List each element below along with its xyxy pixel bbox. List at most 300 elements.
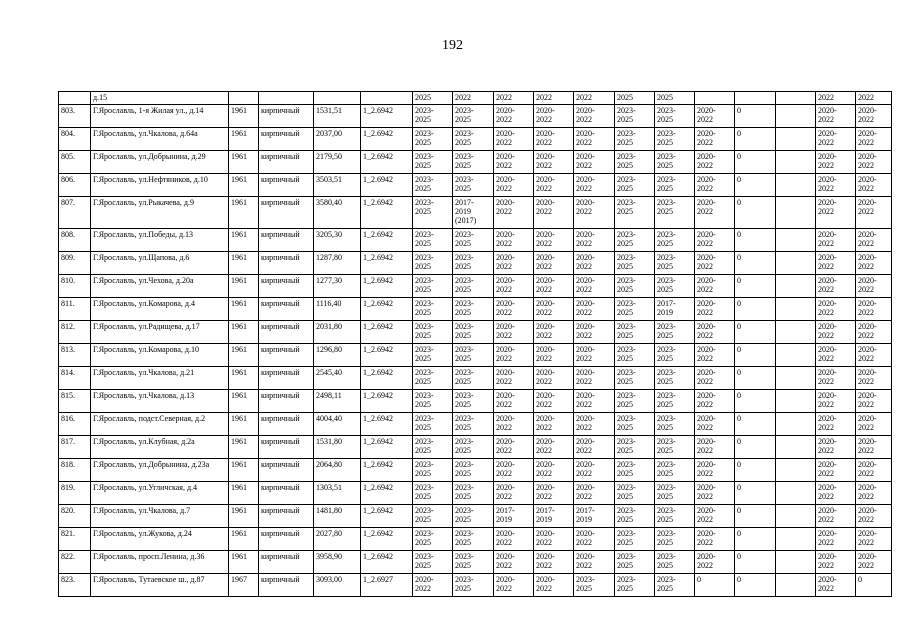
cell-period-12: 2020- 2022 [856,344,892,367]
cell-period-4: 2020- 2022 [534,105,574,128]
cell-period-11: 2020- 2022 [816,482,856,505]
cell-code: 1_2.6942 [361,390,413,413]
cell-period-5: 2020- 2022 [574,482,615,505]
cell-period-4: 2020- 2022 [534,413,574,436]
cell-area: 1303,51 [314,482,361,505]
cell-period-5: 2020- 2022 [574,151,615,174]
cell-address: Г.Ярославль, просп.Ленина, д.36 [91,551,229,574]
table-row [59,92,892,105]
cell-period-5: 2020- 2022 [574,436,615,459]
cell-value-9: 0 [735,252,776,275]
cell-address: Г.Ярославль, ул.Рыкачева, д.9 [91,197,229,229]
cell-code: 1_2.6942 [361,229,413,252]
cell-period-7: 2023- 2025 [655,344,695,367]
cell-row-number: 812. [59,321,91,344]
cell-row-number [59,92,91,105]
table-row [59,551,892,574]
cell-period-3: 2020- 2022 [494,151,534,174]
cell-wall-material [259,92,314,105]
cell-period-4: 2020- 2022 [534,151,574,174]
cell-period-3: 2020- 2022 [494,551,534,574]
cell-address: Г.Ярославль, Тутаевское ш., д.87 [91,574,229,597]
cell-value-9: 0 [735,482,776,505]
cell-period-3: 2020- 2022 [494,275,534,298]
cell-period-6: 2023- 2025 [615,298,655,321]
cell-period-3: 2020- 2022 [494,367,534,390]
cell-period-3: 2020- 2022 [494,459,534,482]
cell-address: Г.Ярославль, ул.Чехова, д.20а [91,275,229,298]
table-row [59,482,892,505]
cell-value-9: 0 [735,174,776,197]
cell-period-6: 2023- 2025 [615,551,655,574]
cell-year-built: 1961 [229,197,259,229]
cell-period-3: 2020- 2022 [494,436,534,459]
cell-value-9: 0 [735,413,776,436]
cell-value-10 [776,413,816,436]
cell-value-9: 0 [735,436,776,459]
cell-period-1: 2023- 2025 [413,275,453,298]
cell-period-8: 2020- 2022 [695,367,735,390]
cell-period-7: 2023- 2025 [655,436,695,459]
cell-period-3: 2020- 2022 [494,344,534,367]
cell-row-number: 819. [59,482,91,505]
cell-area: 3503,51 [314,174,361,197]
cell-value-10 [776,229,816,252]
cell-period-8: 2020- 2022 [695,321,735,344]
cell-period-6: 2023- 2025 [615,151,655,174]
cell-period-3: 2020- 2022 [494,413,534,436]
cell-code: 1_2.6942 [361,528,413,551]
cell-value-10 [776,528,816,551]
cell-period-1: 2023- 2025 [413,505,453,528]
cell-wall-material: кирпичный [259,413,314,436]
cell-period-2: 2023- 2025 [453,367,494,390]
cell-period-12: 2020- 2022 [856,459,892,482]
cell-period-1: 2023- 2025 [413,413,453,436]
cell-period-12: 2020- 2022 [856,528,892,551]
table-row [59,105,892,128]
cell-value-10 [776,197,816,229]
cell-row-number: 813. [59,344,91,367]
table-row [59,321,892,344]
cell-period-11: 2020- 2022 [816,321,856,344]
cell-year-built: 1961 [229,298,259,321]
table-row [59,298,892,321]
cell-value-9 [735,92,776,105]
cell-period-8: 2020- 2022 [695,482,735,505]
cell-period-6: 2023- 2025 [615,390,655,413]
cell-code: 1_2.6927 [361,574,413,597]
cell-period-3: 2020- 2022 [494,197,534,229]
cell-area: 3205,30 [314,229,361,252]
cell-period-1: 2023- 2025 [413,321,453,344]
cell-value-10 [776,275,816,298]
cell-code: 1_2.6942 [361,505,413,528]
cell-period-1: 2023- 2025 [413,436,453,459]
cell-period-5: 2020- 2022 [574,528,615,551]
cell-period-12: 2022 [856,92,892,105]
cell-period-7: 2023- 2025 [655,367,695,390]
cell-period-2: 2023- 2025 [453,298,494,321]
cell-period-12: 2020- 2022 [856,436,892,459]
cell-wall-material: кирпичный [259,105,314,128]
cell-address: Г.Ярославль, ул.Победы, д.13 [91,229,229,252]
cell-period-1: 2023- 2025 [413,344,453,367]
cell-period-12: 2020- 2022 [856,252,892,275]
cell-value-9: 0 [735,298,776,321]
cell-area: 1481,80 [314,505,361,528]
cell-period-5: 2020- 2022 [574,390,615,413]
cell-code: 1_2.6942 [361,367,413,390]
cell-value-10 [776,128,816,151]
table-row [59,252,892,275]
cell-value-9: 0 [735,151,776,174]
cell-value-10 [776,482,816,505]
cell-period-1: 2023- 2025 [413,390,453,413]
cell-period-5: 2020- 2022 [574,551,615,574]
cell-period-12: 2020- 2022 [856,229,892,252]
table-row [59,128,892,151]
cell-period-8: 2020- 2022 [695,413,735,436]
cell-period-2: 2023- 2025 [453,436,494,459]
cell-period-5: 2020- 2022 [574,344,615,367]
cell-period-6: 2023- 2025 [615,174,655,197]
cell-value-10 [776,92,816,105]
table-row [59,436,892,459]
cell-row-number: 810. [59,275,91,298]
cell-period-11: 2020- 2022 [816,459,856,482]
cell-period-12: 2020- 2022 [856,105,892,128]
cell-period-8: 2020- 2022 [695,229,735,252]
cell-year-built: 1961 [229,128,259,151]
cell-period-7: 2023- 2025 [655,528,695,551]
cell-row-number: 805. [59,151,91,174]
cell-row-number: 806. [59,174,91,197]
cell-year-built: 1961 [229,459,259,482]
cell-period-8: 2020- 2022 [695,128,735,151]
cell-row-number: 821. [59,528,91,551]
cell-year-built: 1961 [229,174,259,197]
cell-period-8: 2020- 2022 [695,551,735,574]
cell-code: 1_2.6942 [361,321,413,344]
cell-row-number: 807. [59,197,91,229]
cell-wall-material: кирпичный [259,459,314,482]
cell-row-number: 818. [59,459,91,482]
cell-area: 3093,00 [314,574,361,597]
cell-period-2: 2023- 2025 [453,574,494,597]
cell-period-7: 2023- 2025 [655,252,695,275]
cell-period-2: 2023- 2025 [453,528,494,551]
cell-value-10 [776,505,816,528]
cell-value-10 [776,151,816,174]
cell-period-11: 2020- 2022 [816,436,856,459]
cell-year-built: 1961 [229,482,259,505]
cell-period-7: 2023- 2025 [655,551,695,574]
table-row [59,574,892,597]
cell-address: Г.Ярославль, ул.Чкалова, д.13 [91,390,229,413]
cell-wall-material: кирпичный [259,574,314,597]
cell-period-3: 2020- 2022 [494,174,534,197]
cell-period-6: 2023- 2025 [615,344,655,367]
cell-period-12: 2020- 2022 [856,197,892,229]
cell-year-built: 1961 [229,367,259,390]
cell-period-1: 2023- 2025 [413,551,453,574]
cell-period-8: 2020- 2022 [695,197,735,229]
cell-period-1: 2023- 2025 [413,174,453,197]
cell-code: 1_2.6942 [361,551,413,574]
cell-period-3: 2020- 2022 [494,105,534,128]
cell-wall-material: кирпичный [259,505,314,528]
cell-period-5: 2020- 2022 [574,459,615,482]
cell-period-6: 2023- 2025 [615,436,655,459]
cell-value-10 [776,252,816,275]
cell-value-9: 0 [735,344,776,367]
cell-period-2: 2023- 2025 [453,459,494,482]
cell-period-3: 2020- 2022 [494,128,534,151]
cell-address: Г.Ярославль, ул.Радищева, д.17 [91,321,229,344]
cell-area: 1116,40 [314,298,361,321]
cell-period-12: 0 [856,574,892,597]
cell-period-5: 2020- 2022 [574,197,615,229]
cell-period-4: 2020- 2022 [534,197,574,229]
cell-period-7: 2023- 2025 [655,197,695,229]
cell-year-built: 1961 [229,252,259,275]
cell-period-3: 2020- 2022 [494,390,534,413]
cell-period-4: 2020- 2022 [534,390,574,413]
table-row [59,528,892,551]
cell-period-3: 2020- 2022 [494,252,534,275]
cell-period-1: 2023- 2025 [413,528,453,551]
cell-row-number: 816. [59,413,91,436]
cell-period-2: 2023- 2025 [453,390,494,413]
cell-period-7: 2025 [655,92,695,105]
cell-period-12: 2020- 2022 [856,151,892,174]
cell-period-12: 2020- 2022 [856,367,892,390]
cell-period-6: 2023- 2025 [615,367,655,390]
cell-period-7: 2023- 2025 [655,482,695,505]
cell-code: 1_2.6942 [361,197,413,229]
cell-value-9: 0 [735,459,776,482]
cell-value-9: 0 [735,105,776,128]
cell-value-9: 0 [735,551,776,574]
cell-address: Г.Ярославль, ул.Чкалова, д.64а [91,128,229,151]
cell-area [314,92,361,105]
cell-period-5: 2020- 2022 [574,229,615,252]
cell-area: 3580,40 [314,197,361,229]
cell-period-6: 2025 [615,92,655,105]
cell-area: 4004,40 [314,413,361,436]
cell-period-2: 2023- 2025 [453,252,494,275]
cell-period-4: 2017- 2019 [534,505,574,528]
cell-code: 1_2.6942 [361,128,413,151]
cell-period-1: 2023- 2025 [413,298,453,321]
cell-value-9: 0 [735,505,776,528]
cell-period-5: 2017- 2019 [574,505,615,528]
cell-wall-material: кирпичный [259,128,314,151]
cell-period-3: 2020- 2022 [494,528,534,551]
cell-period-4: 2020- 2022 [534,459,574,482]
cell-wall-material: кирпичный [259,197,314,229]
cell-period-7: 2023- 2025 [655,413,695,436]
cell-period-6: 2023- 2025 [615,574,655,597]
cell-period-11: 2020- 2022 [816,413,856,436]
cell-value-10 [776,174,816,197]
cell-wall-material: кирпичный [259,482,314,505]
cell-period-12: 2020- 2022 [856,275,892,298]
cell-code: 1_2.6942 [361,174,413,197]
cell-value-9: 0 [735,128,776,151]
cell-period-7: 2023- 2025 [655,321,695,344]
cell-value-9: 0 [735,197,776,229]
cell-address: Г.Ярославль, ул.Добрынина, д.29 [91,151,229,174]
table-row [59,151,892,174]
cell-address: Г.Ярославль, ул.Щапова, д.6 [91,252,229,275]
cell-period-7: 2023- 2025 [655,275,695,298]
cell-period-1: 2023- 2025 [413,482,453,505]
cell-period-4: 2020- 2022 [534,174,574,197]
cell-period-6: 2023- 2025 [615,105,655,128]
cell-wall-material: кирпичный [259,551,314,574]
cell-year-built: 1961 [229,413,259,436]
cell-period-8: 2020- 2022 [695,298,735,321]
cell-period-2: 2023- 2025 [453,229,494,252]
cell-period-4: 2020- 2022 [534,252,574,275]
cell-period-12: 2020- 2022 [856,390,892,413]
cell-period-5: 2020- 2022 [574,321,615,344]
cell-code: 1_2.6942 [361,344,413,367]
cell-row-number: 820. [59,505,91,528]
cell-code: 1_2.6942 [361,482,413,505]
cell-year-built: 1961 [229,105,259,128]
cell-period-8: 2020- 2022 [695,174,735,197]
cell-year-built: 1961 [229,151,259,174]
cell-period-11: 2020- 2022 [816,574,856,597]
cell-period-8: 2020- 2022 [695,252,735,275]
cell-address: Г.Ярославль, ул.Чкалова, д.7 [91,505,229,528]
cell-period-2: 2023- 2025 [453,174,494,197]
cell-area: 2545,40 [314,367,361,390]
cell-period-3: 2017- 2019 [494,505,534,528]
cell-address: Г.Ярославль, ул.Жукова, д.24 [91,528,229,551]
cell-address: Г.Ярославль, ул.Чкалова, д.21 [91,367,229,390]
cell-period-4: 2020- 2022 [534,367,574,390]
cell-address: Г.Ярославль, 1-я Жилая ул., д.14 [91,105,229,128]
cell-area: 1296,80 [314,344,361,367]
cell-period-1: 2023- 2025 [413,367,453,390]
cell-period-3: 2022 [494,92,534,105]
table-row [59,367,892,390]
cell-period-11: 2020- 2022 [816,197,856,229]
cell-period-11: 2020- 2022 [816,275,856,298]
cell-year-built: 1961 [229,390,259,413]
cell-period-5: 2022 [574,92,615,105]
cell-value-10 [776,390,816,413]
cell-wall-material: кирпичный [259,298,314,321]
cell-period-8: 2020- 2022 [695,151,735,174]
cell-address: д.15 [91,92,229,105]
cell-period-1: 2023- 2025 [413,151,453,174]
cell-period-4: 2020- 2022 [534,321,574,344]
cell-wall-material: кирпичный [259,390,314,413]
cell-address: Г.Ярославль, ул.Комарова, д.4 [91,298,229,321]
cell-period-6: 2023- 2025 [615,321,655,344]
cell-value-10 [776,298,816,321]
cell-year-built [229,92,259,105]
cell-period-1: 2023- 2025 [413,252,453,275]
cell-period-11: 2020- 2022 [816,505,856,528]
cell-wall-material: кирпичный [259,436,314,459]
cell-period-11: 2020- 2022 [816,174,856,197]
cell-period-7: 2023- 2025 [655,229,695,252]
cell-period-7: 2023- 2025 [655,128,695,151]
housing-register-table [58,91,892,597]
cell-period-8: 2020- 2022 [695,275,735,298]
cell-period-8: 2020- 2022 [695,528,735,551]
cell-period-11: 2022 [816,92,856,105]
cell-period-12: 2020- 2022 [856,321,892,344]
cell-area: 3958,90 [314,551,361,574]
cell-value-10 [776,105,816,128]
cell-value-9: 0 [735,275,776,298]
cell-period-5: 2020- 2022 [574,252,615,275]
cell-period-5: 2020- 2022 [574,128,615,151]
cell-row-number: 823. [59,574,91,597]
cell-wall-material: кирпичный [259,528,314,551]
cell-period-5: 2023- 2025 [574,574,615,597]
cell-period-3: 2020- 2022 [494,298,534,321]
cell-value-9: 0 [735,574,776,597]
cell-period-4: 2020- 2022 [534,344,574,367]
cell-address: Г.Ярославль, ул.Клубная, д.2а [91,436,229,459]
cell-period-6: 2023- 2025 [615,252,655,275]
cell-code: 1_2.6942 [361,459,413,482]
cell-address: Г.Ярославль, ул.Добрынина, д.23а [91,459,229,482]
table-row [59,390,892,413]
cell-period-2: 2023- 2025 [453,482,494,505]
cell-area: 2027,80 [314,528,361,551]
cell-period-7: 2023- 2025 [655,574,695,597]
cell-period-6: 2023- 2025 [615,528,655,551]
cell-period-4: 2020- 2022 [534,551,574,574]
cell-year-built: 1961 [229,229,259,252]
cell-period-7: 2023- 2025 [655,390,695,413]
cell-period-8: 2020- 2022 [695,105,735,128]
cell-value-10 [776,436,816,459]
cell-value-9: 0 [735,229,776,252]
cell-period-7: 2017- 2019 [655,298,695,321]
cell-row-number: 803. [59,105,91,128]
cell-row-number: 808. [59,229,91,252]
table-row [59,505,892,528]
cell-period-7: 2023- 2025 [655,505,695,528]
cell-period-12: 2020- 2022 [856,482,892,505]
cell-period-2: 2022 [453,92,494,105]
page-number: 192 [442,38,463,53]
cell-period-1: 2020- 2022 [413,574,453,597]
cell-area: 2498,11 [314,390,361,413]
cell-period-3: 2020- 2022 [494,482,534,505]
cell-code: 1_2.6942 [361,151,413,174]
cell-period-4: 2020- 2022 [534,128,574,151]
cell-wall-material: кирпичный [259,321,314,344]
cell-period-1: 2025 [413,92,453,105]
cell-period-5: 2020- 2022 [574,105,615,128]
cell-period-11: 2020- 2022 [816,551,856,574]
cell-value-10 [776,459,816,482]
cell-period-11: 2020- 2022 [816,252,856,275]
table-row [59,229,892,252]
table-row [59,197,892,229]
